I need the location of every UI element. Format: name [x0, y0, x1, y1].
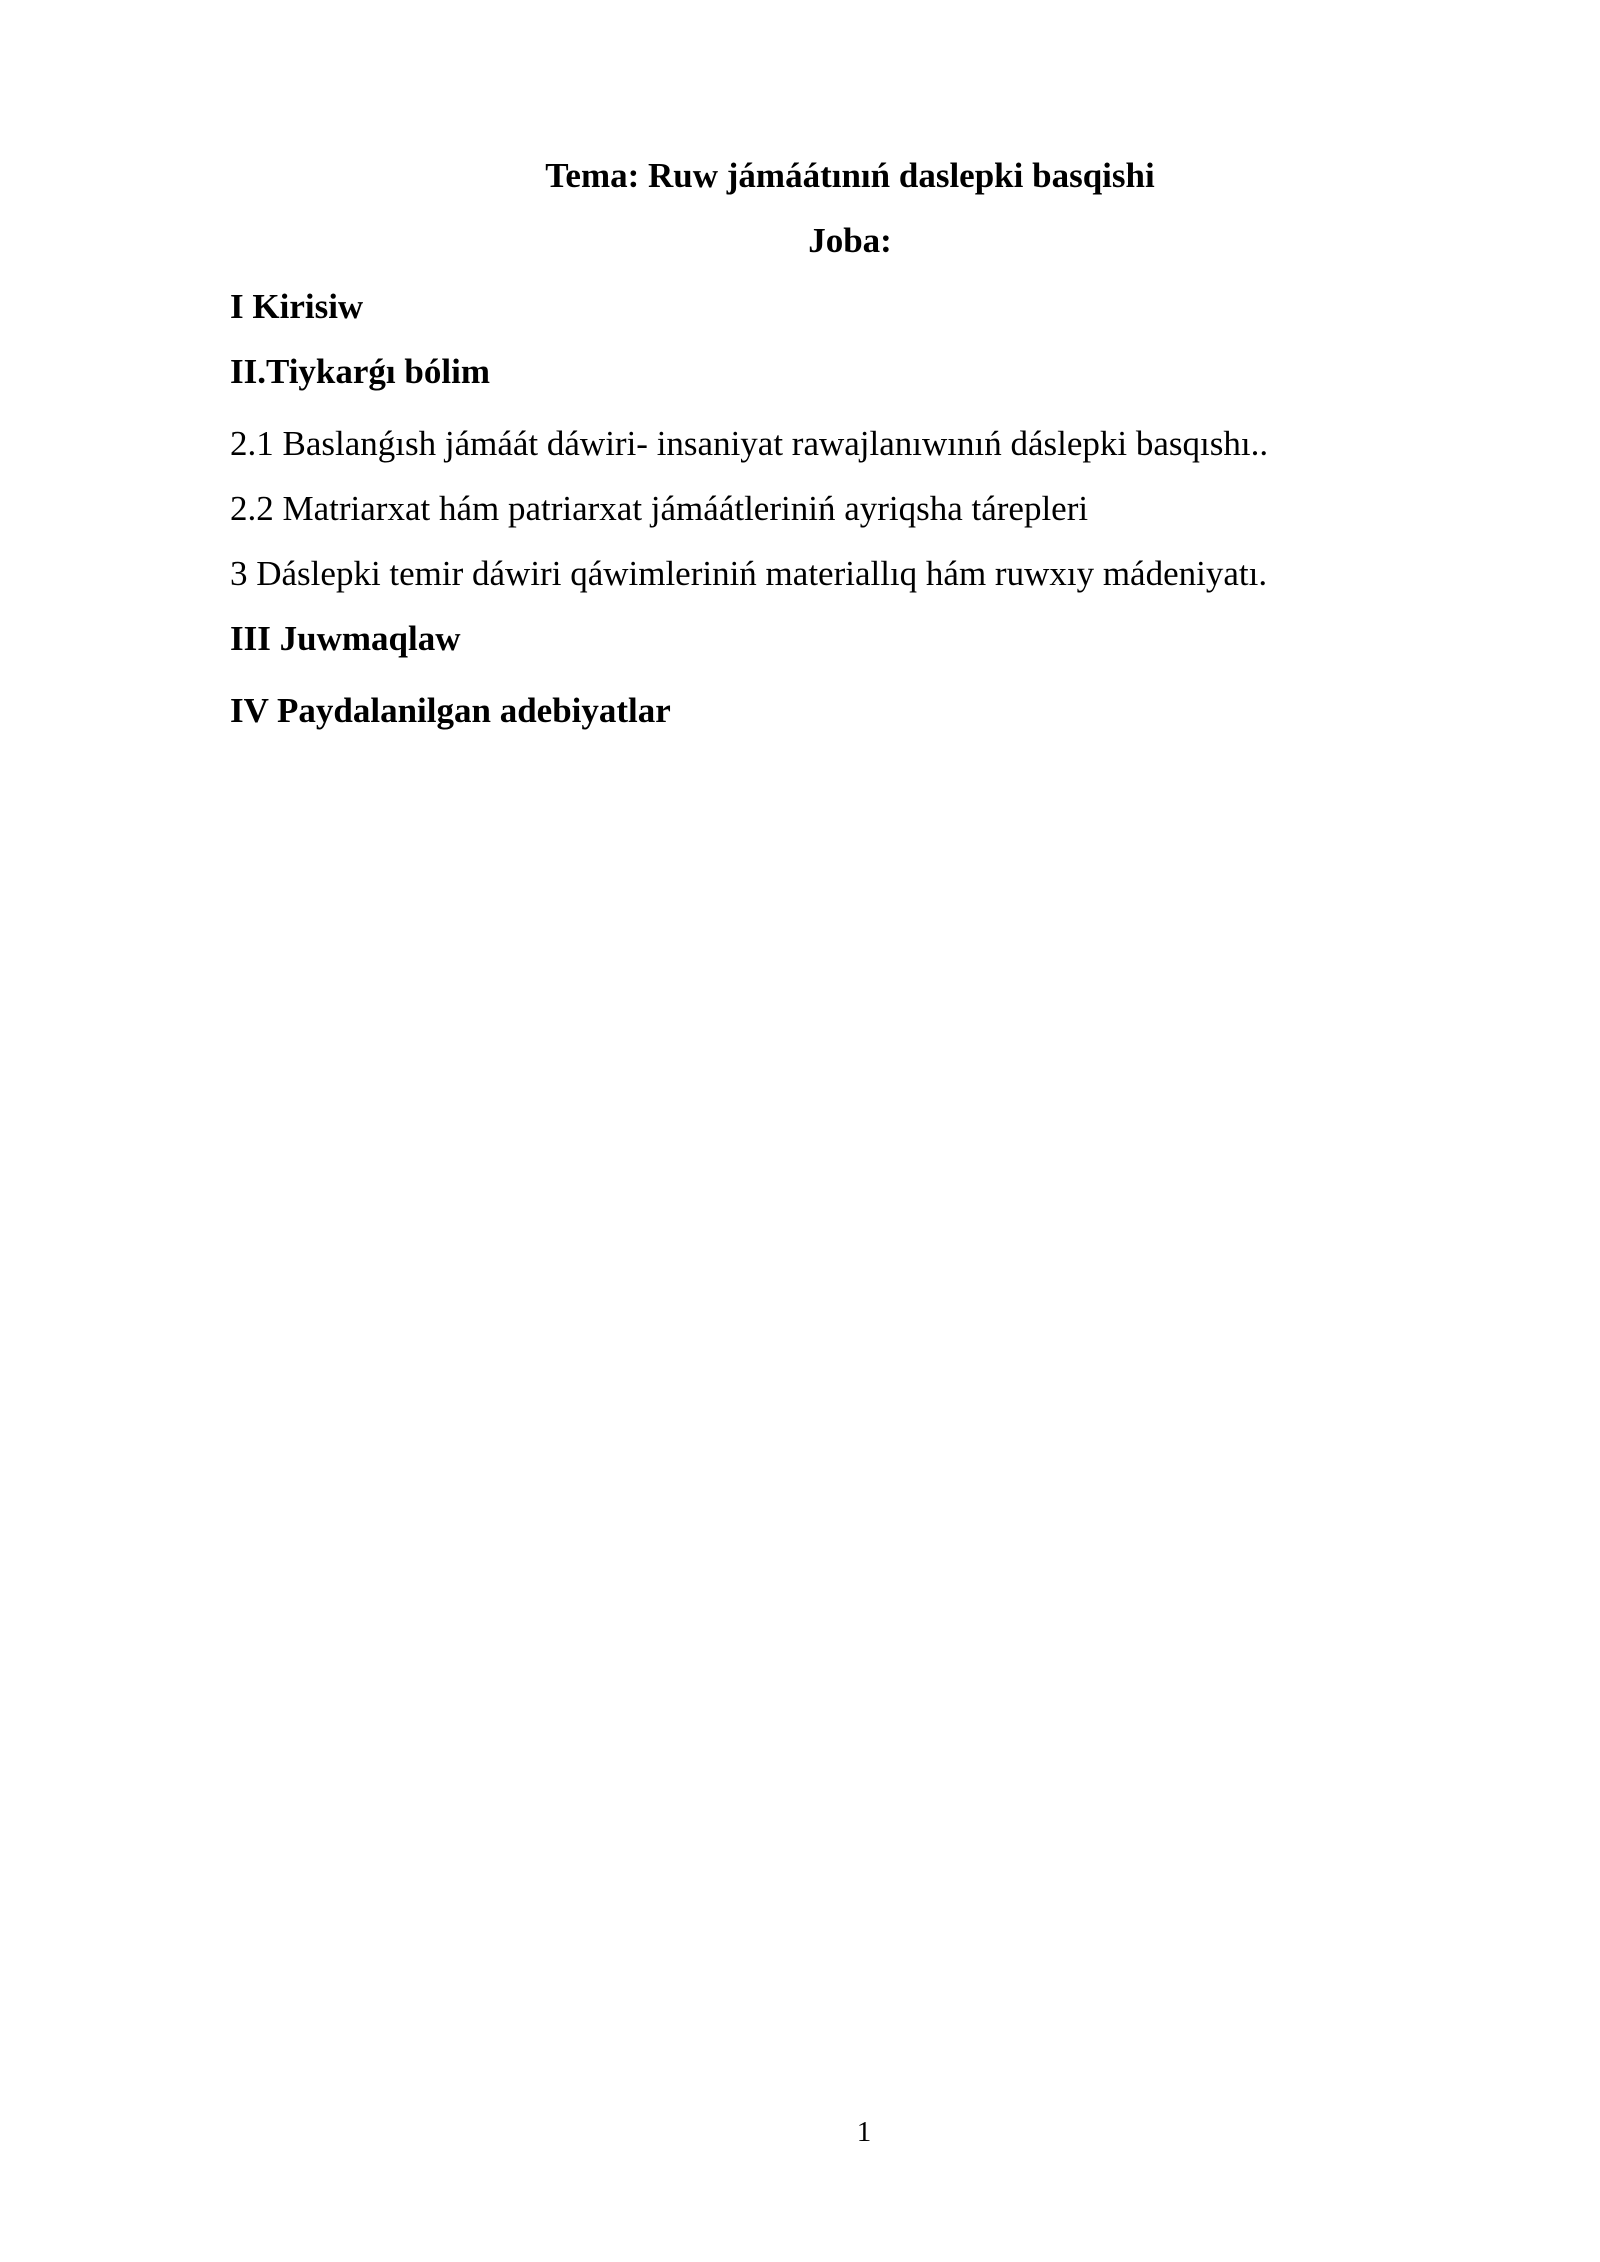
outline-item-references: IV Paydalanilgan adebiyatlar: [230, 691, 671, 730]
outline-item-main-part: II.Tiykarǵı bólim: [230, 352, 490, 391]
document-title: Tema: Ruw jámáátınıń daslepki basqishi: [545, 156, 1155, 195]
outline-item-2-2: 2.2 Matriarxat hám patriarxat jámáátleriniń ayriqsha tárepleri: [230, 489, 1089, 528]
document-subtitle: Joba:: [808, 221, 892, 260]
outline-item-3: 3 Dáslepki temir dáwiri qáwimleriniń materiallıq hám ruwxıy mádeniyatı.: [230, 554, 1268, 593]
outline-item-2-1: 2.1 Baslanǵısh jámáát dáwiri- insaniyat rawajlanıwınıń dáslepki basqıshı..: [230, 424, 1269, 463]
outline-item-conclusion: III Juwmaqlaw: [230, 619, 461, 658]
page-number: 1: [856, 2116, 872, 2148]
outline-item-introduction: I Kirisiw: [230, 287, 364, 326]
